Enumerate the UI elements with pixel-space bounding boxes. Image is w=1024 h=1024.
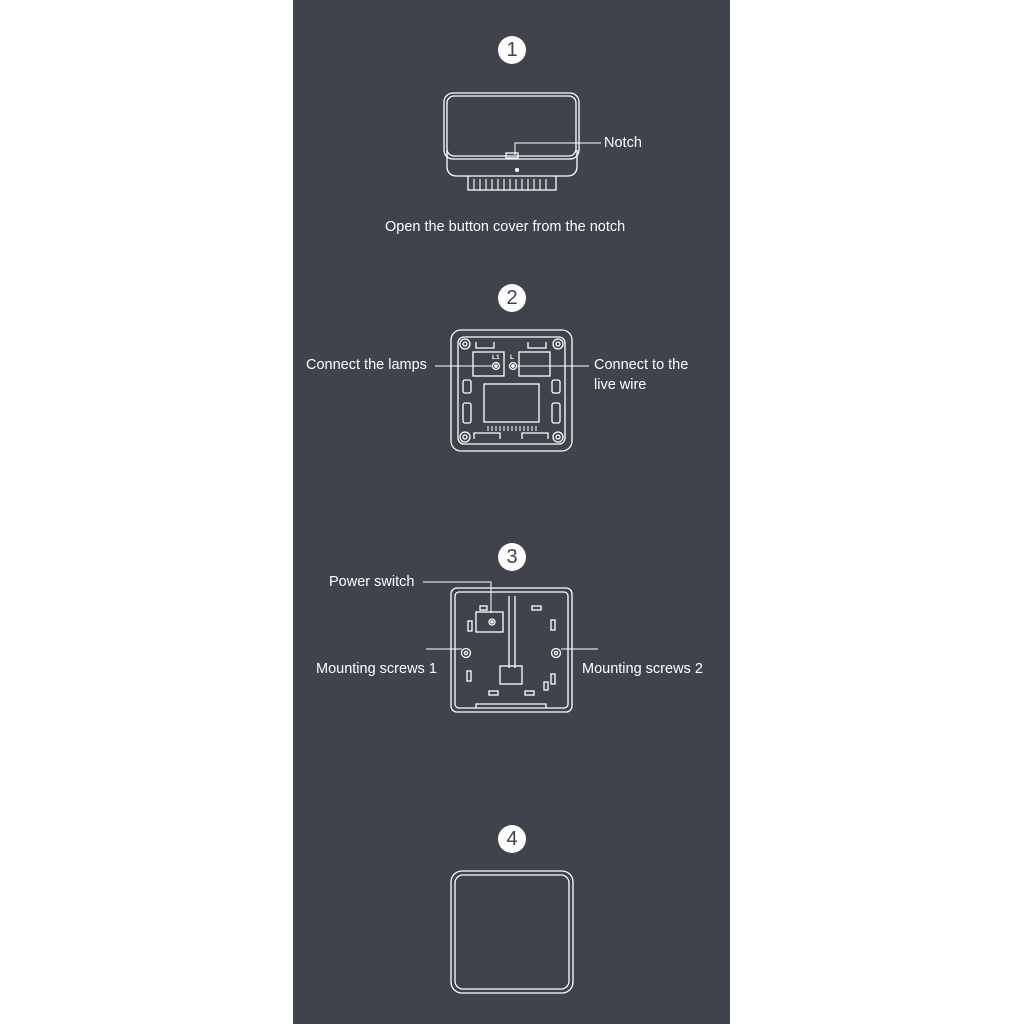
switch-cover-illustration xyxy=(444,93,601,190)
mounting-illustration xyxy=(423,582,598,712)
step-3-badge: 3 xyxy=(498,543,526,571)
notch-label: Notch xyxy=(604,135,642,151)
mounting-screw-1 xyxy=(462,649,471,658)
mounting-screws-2-label: Mounting screws 2 xyxy=(582,661,703,677)
terminal-l-label: L xyxy=(510,354,514,361)
terminal-l1-label: L1 xyxy=(492,354,500,361)
step-1-caption: Open the button cover from the notch xyxy=(385,219,626,235)
step-4-badge: 4 xyxy=(498,825,526,853)
power-switch-leader-line xyxy=(423,582,491,613)
mounting-screws-1-label: Mounting screws 1 xyxy=(316,661,437,677)
power-switch-label: Power switch xyxy=(329,574,415,590)
wiring-illustration xyxy=(435,330,589,451)
closed-switch-illustration xyxy=(451,871,573,993)
step-2-badge: 2 xyxy=(498,284,526,312)
connect-live-wire-label-line-1: Connect to the xyxy=(594,357,689,373)
mounting-screw-2 xyxy=(552,649,561,658)
step-1-badge: 1 xyxy=(498,36,526,64)
notch-leader-line xyxy=(515,143,601,155)
connect-live-wire-label-line-2: live wire xyxy=(594,377,647,393)
connect-lamps-label: Connect the lamps xyxy=(306,357,427,373)
